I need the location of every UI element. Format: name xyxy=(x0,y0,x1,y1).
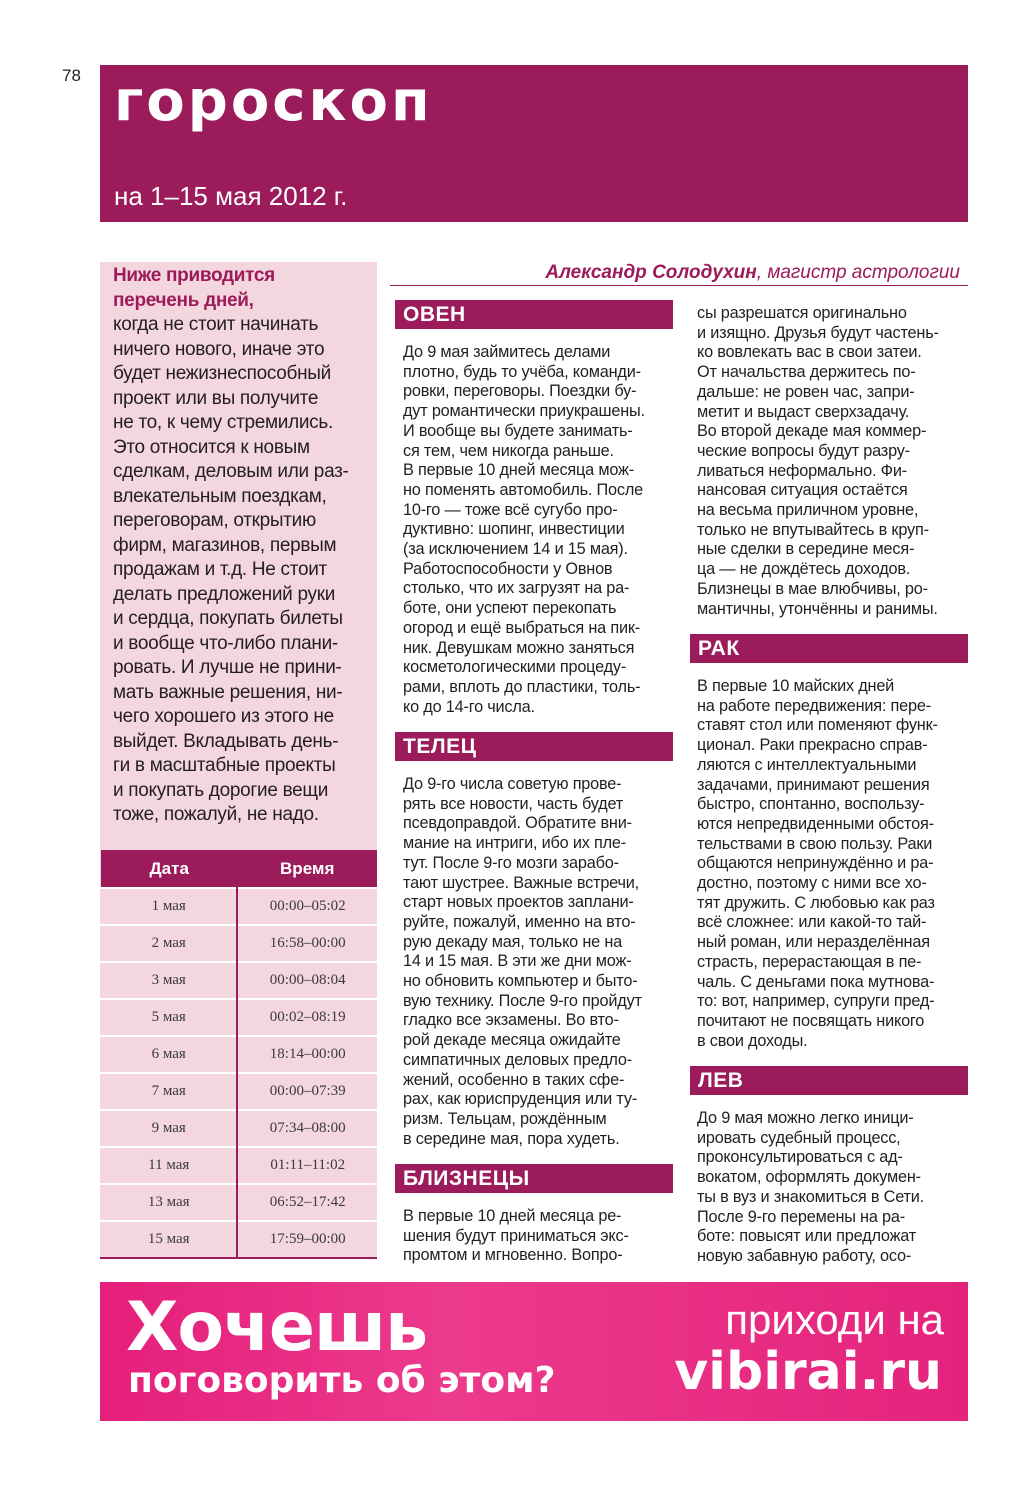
intro-line: ги в масштабные проекты xyxy=(113,755,336,776)
sign-heading-aries: ОВЕН xyxy=(395,300,673,329)
intro-line: ничего нового, иначе это xyxy=(113,338,325,360)
sign-heading-leo: ЛЕВ xyxy=(690,1066,968,1095)
sign-text-cancer xyxy=(697,677,972,1051)
banner-subheadline: поговорить об этом? xyxy=(128,1360,556,1401)
text-line: огород и ещё выбраться на пик- xyxy=(403,618,640,637)
text-line: на работе передвижения: пере- xyxy=(697,696,931,715)
text-line: вую технику. После 9-го пройдут xyxy=(403,991,642,1010)
text-line: ко до 14-го числа. xyxy=(403,697,535,716)
intro-line: тоже, пожалуй, не надо. xyxy=(113,804,319,825)
date-cell: 2 мая xyxy=(101,925,238,962)
text-line: мантичны, утончённы и ранимы. xyxy=(697,599,938,618)
section-header xyxy=(100,65,968,222)
sign-text-aries xyxy=(403,343,678,717)
text-line: столько, что их загрузят на ра- xyxy=(403,579,630,598)
text-line: В первые 10 дней месяца мож- xyxy=(403,461,634,480)
text-line: и изящно. Друзья будут частень- xyxy=(697,323,939,342)
text-line: гладко все экзамены. Во вто- xyxy=(403,1011,619,1030)
text-line: Близнецы в мае влюбчивы, ро- xyxy=(697,579,928,598)
intro-line: мать важные решения, ни- xyxy=(113,681,343,703)
text-line: то: вот, например, супруги пред- xyxy=(697,992,935,1011)
text-line: проконсультироваться с ад- xyxy=(697,1148,903,1167)
text-line: ровки, переговоры. Поездки бу- xyxy=(403,382,637,401)
sign-text-gemini-continued xyxy=(697,304,972,619)
text-line: боте: повысят или предложат xyxy=(697,1227,917,1246)
time-cell: 16:58–00:00 xyxy=(237,925,377,962)
text-line: тят дружить. С любовью как раз xyxy=(697,893,935,912)
banner-cta: приходи на xyxy=(725,1296,944,1343)
text-line: промтом и мгновенно. Вопро- xyxy=(403,1246,623,1265)
sign-text-taurus xyxy=(403,775,678,1149)
page-number: 78 xyxy=(62,66,81,85)
text-line: задачами, принимают решения xyxy=(697,775,930,794)
text-line: всё сложнее: или какой-то тай- xyxy=(697,913,927,932)
text-line: 14 и 15 мая. В эти же дни мож- xyxy=(403,952,632,971)
intro-line: сделкам, деловым или раз- xyxy=(113,461,349,482)
text-line: дуктивно: шопинг, инвестиции xyxy=(403,520,625,539)
text-line: тельствами в свою пользу. Раки xyxy=(697,834,933,853)
text-line: новую забавную работу, осо- xyxy=(697,1246,912,1265)
text-line: Во второй декаде мая коммер- xyxy=(697,422,927,441)
date-cell: 13 мая xyxy=(101,1184,238,1221)
text-line: дальше: не ровен час, запри- xyxy=(697,382,915,401)
time-cell: 00:00–07:39 xyxy=(237,1073,377,1110)
unfavorable-days-table xyxy=(100,850,377,1259)
intro-sidebar xyxy=(100,262,377,850)
time-cell: 01:11–11:02 xyxy=(237,1147,377,1184)
text-line: псевдоправдой. Обратите вни- xyxy=(403,814,632,833)
text-line: В первые 10 майских дней xyxy=(697,677,895,695)
text-line: в середине мая, пора худеть. xyxy=(403,1129,620,1148)
table-row xyxy=(101,1221,378,1258)
table-row xyxy=(101,962,378,999)
text-line: симпатичных деловых предло- xyxy=(403,1050,632,1069)
text-line: ца — не дождётесь доходов. xyxy=(697,560,911,579)
date-cell: 7 мая xyxy=(101,1073,238,1110)
intro-line: когда не стоит начинать xyxy=(113,314,319,335)
text-line: ный роман, или неразделённая xyxy=(697,933,930,952)
intro-text xyxy=(113,264,375,828)
text-line: рах, как юриспруденция или ту- xyxy=(403,1090,637,1109)
text-line: (за исключением 14 и 15 мая). xyxy=(403,540,628,559)
intro-line: проект или вы получите xyxy=(113,387,319,409)
intro-lead-line: перечень дней, xyxy=(113,289,254,311)
text-line: шения будут приниматься экс- xyxy=(403,1226,629,1245)
time-cell: 18:14–00:00 xyxy=(237,1036,377,1073)
date-cell: 9 мая xyxy=(101,1110,238,1147)
intro-line: и вообще что-либо плани- xyxy=(113,632,338,654)
text-line: чаль. С деньгами пока мутнова- xyxy=(697,972,935,991)
text-line: рять все новости, часть будет xyxy=(403,794,624,813)
intro-line: влекательным поездкам, xyxy=(113,485,327,507)
intro-line: и покупать дорогие вещи xyxy=(113,779,329,801)
text-line: ные сделки в середине меся- xyxy=(697,540,915,559)
table-row xyxy=(101,999,378,1036)
text-line: рами, вплоть до пластики, толь- xyxy=(403,677,641,696)
intro-line: продажам и т.д. Не стоит xyxy=(113,559,327,580)
sign-text-leo xyxy=(697,1109,972,1267)
text-line: достно, поэтому с ними все хо- xyxy=(697,874,927,893)
time-cell: 00:00–08:04 xyxy=(237,962,377,999)
date-cell: 6 мая xyxy=(101,1036,238,1073)
intro-line: фирм, магазинов, первым xyxy=(113,534,337,556)
intro-line: не то, к чему стремились. xyxy=(113,412,333,433)
text-line: тут. После 9-го мозги зарабо- xyxy=(403,853,619,872)
sign-text-gemini xyxy=(403,1207,678,1266)
text-line: старт новых проектов заплани- xyxy=(403,893,634,912)
text-line: вокатом, оформлять докумен- xyxy=(697,1168,921,1187)
intro-line: будет нежизнеспособный xyxy=(113,363,331,384)
table-row xyxy=(101,888,378,925)
date-range: на 1–15 мая 2012 г. xyxy=(114,181,348,211)
text-line: боте, они успеют перекопать xyxy=(403,599,617,618)
text-line: 10-го — тоже всё сугубо про- xyxy=(403,500,618,519)
text-line: ционал. Раки прекрасно справ- xyxy=(697,736,928,755)
banner-headline: Хочешь xyxy=(126,1288,428,1367)
text-line: но обновить компьютер и быто- xyxy=(403,972,638,991)
intro-line: и сердца, покупать билеты xyxy=(113,608,343,629)
author-name: Александр Солодухин xyxy=(545,262,757,283)
time-cell: 06:52–17:42 xyxy=(237,1184,377,1221)
text-line: ставят стол или поменяют функ- xyxy=(697,716,938,735)
column-header-date: Дата xyxy=(101,850,238,888)
intro-line: делать предложений руки xyxy=(113,583,336,605)
text-line: страсть, перерастающая в пе- xyxy=(697,952,922,971)
author-byline xyxy=(390,262,960,284)
date-cell: 15 мая xyxy=(101,1221,238,1258)
text-line: жений, особенно в таких сфе- xyxy=(403,1070,625,1089)
ad-banner[interactable] xyxy=(100,1282,968,1421)
text-line: почитают не посвящать никого xyxy=(697,1011,925,1030)
text-line: ются непредвиденными обстоя- xyxy=(697,814,934,833)
column-header-time: Время xyxy=(237,850,377,888)
intro-line: чего хорошего из этого не xyxy=(113,706,334,727)
text-line: тают шустрее. Важные встречи, xyxy=(403,873,640,892)
text-line: на весьма приличном уровне, xyxy=(697,501,919,520)
text-line: Работоспособности у Овнов xyxy=(403,559,613,578)
date-cell: 1 мая xyxy=(101,888,238,925)
text-line: До 9 мая займитесь делами xyxy=(403,343,611,361)
text-line: метит и выдаст сверхзадачу. xyxy=(697,402,910,421)
date-cell: 11 мая xyxy=(101,1147,238,1184)
time-cell: 00:00–05:02 xyxy=(237,888,377,925)
date-cell: 3 мая xyxy=(101,962,238,999)
text-line: мание на интриги, ибо их пле- xyxy=(403,834,627,853)
intro-line: выйдет. Вкладывать день- xyxy=(113,730,339,752)
text-line: ляются с интеллектуальными xyxy=(697,755,917,774)
text-line: нансовая ситуация остаётся xyxy=(697,481,908,500)
table-row xyxy=(101,925,378,962)
text-line: дут романтически приукрашены. xyxy=(403,402,645,421)
text-line: ческие вопросы будут разру- xyxy=(697,441,910,460)
text-line: плотно, будь то учёба, команди- xyxy=(403,362,641,381)
text-line: До 9-го числа советую прове- xyxy=(403,775,622,793)
sign-heading-gemini: БЛИЗНЕЦЫ xyxy=(395,1164,673,1193)
date-cell: 5 мая xyxy=(101,999,238,1036)
banner-site-link[interactable]: vibirai.ru xyxy=(674,1342,942,1402)
text-line: ливаться неформально. Фи- xyxy=(697,461,907,480)
text-line: ты в вуз и знакомиться в Сети. xyxy=(697,1187,924,1206)
text-line: И вообще вы будете занимать- xyxy=(403,421,633,440)
text-line: рую декаду мая, только не на xyxy=(403,932,622,951)
table-row xyxy=(101,1036,378,1073)
text-line: До 9 мая можно легко иници- xyxy=(697,1109,914,1127)
text-line: сы разрешатся оригинально xyxy=(697,304,907,322)
text-line: руйте, пожалуй, именно на вто- xyxy=(403,912,636,931)
table-row xyxy=(101,1073,378,1110)
sign-heading-taurus: ТЕЛЕЦ xyxy=(395,732,673,761)
author-title: , магистр астрологии xyxy=(756,262,960,283)
divider xyxy=(390,285,968,286)
intro-line: Это относится к новым xyxy=(113,436,310,458)
table-row xyxy=(101,1147,378,1184)
intro-line: переговорам, открытию xyxy=(113,510,316,531)
text-line: В первые 10 дней месяца ре- xyxy=(403,1207,622,1225)
time-cell: 00:02–08:19 xyxy=(237,999,377,1036)
text-line: быстро, спонтанно, воспользу- xyxy=(697,795,925,814)
page-title: гороскоп xyxy=(114,69,433,134)
text-line: но поменять автомобиль. После xyxy=(403,480,643,499)
text-line: общаются непринуждённо и ра- xyxy=(697,854,934,873)
text-line: только не впутывайтесь в круп- xyxy=(697,520,929,539)
text-line: ризм. Тельцам, рождённым xyxy=(403,1109,607,1128)
text-line: в свои доходы. xyxy=(697,1031,808,1050)
text-line: ник. Девушкам можно заняться xyxy=(403,638,635,657)
text-line: рой декаде месяца ожидайте xyxy=(403,1031,621,1050)
text-line: От начальства держитесь по- xyxy=(697,363,916,382)
intro-lead-line: Ниже приводится xyxy=(113,265,275,286)
time-cell: 17:59–00:00 xyxy=(237,1221,377,1258)
intro-line: ровать. И лучше не прини- xyxy=(113,657,342,678)
text-line: косметологическими процеду- xyxy=(403,658,627,677)
table-row xyxy=(101,1110,378,1147)
text-line: ко вовлекать вас в свои затеи. xyxy=(697,343,922,362)
text-line: ировать судебный процесс, xyxy=(697,1128,901,1147)
time-cell: 07:34–08:00 xyxy=(237,1110,377,1147)
text-line: После 9-го перемены на ра- xyxy=(697,1207,905,1226)
table-row xyxy=(101,1184,378,1221)
sign-heading-cancer: РАК xyxy=(690,634,968,663)
text-line: ся тем, чем никогда раньше. xyxy=(403,441,614,460)
